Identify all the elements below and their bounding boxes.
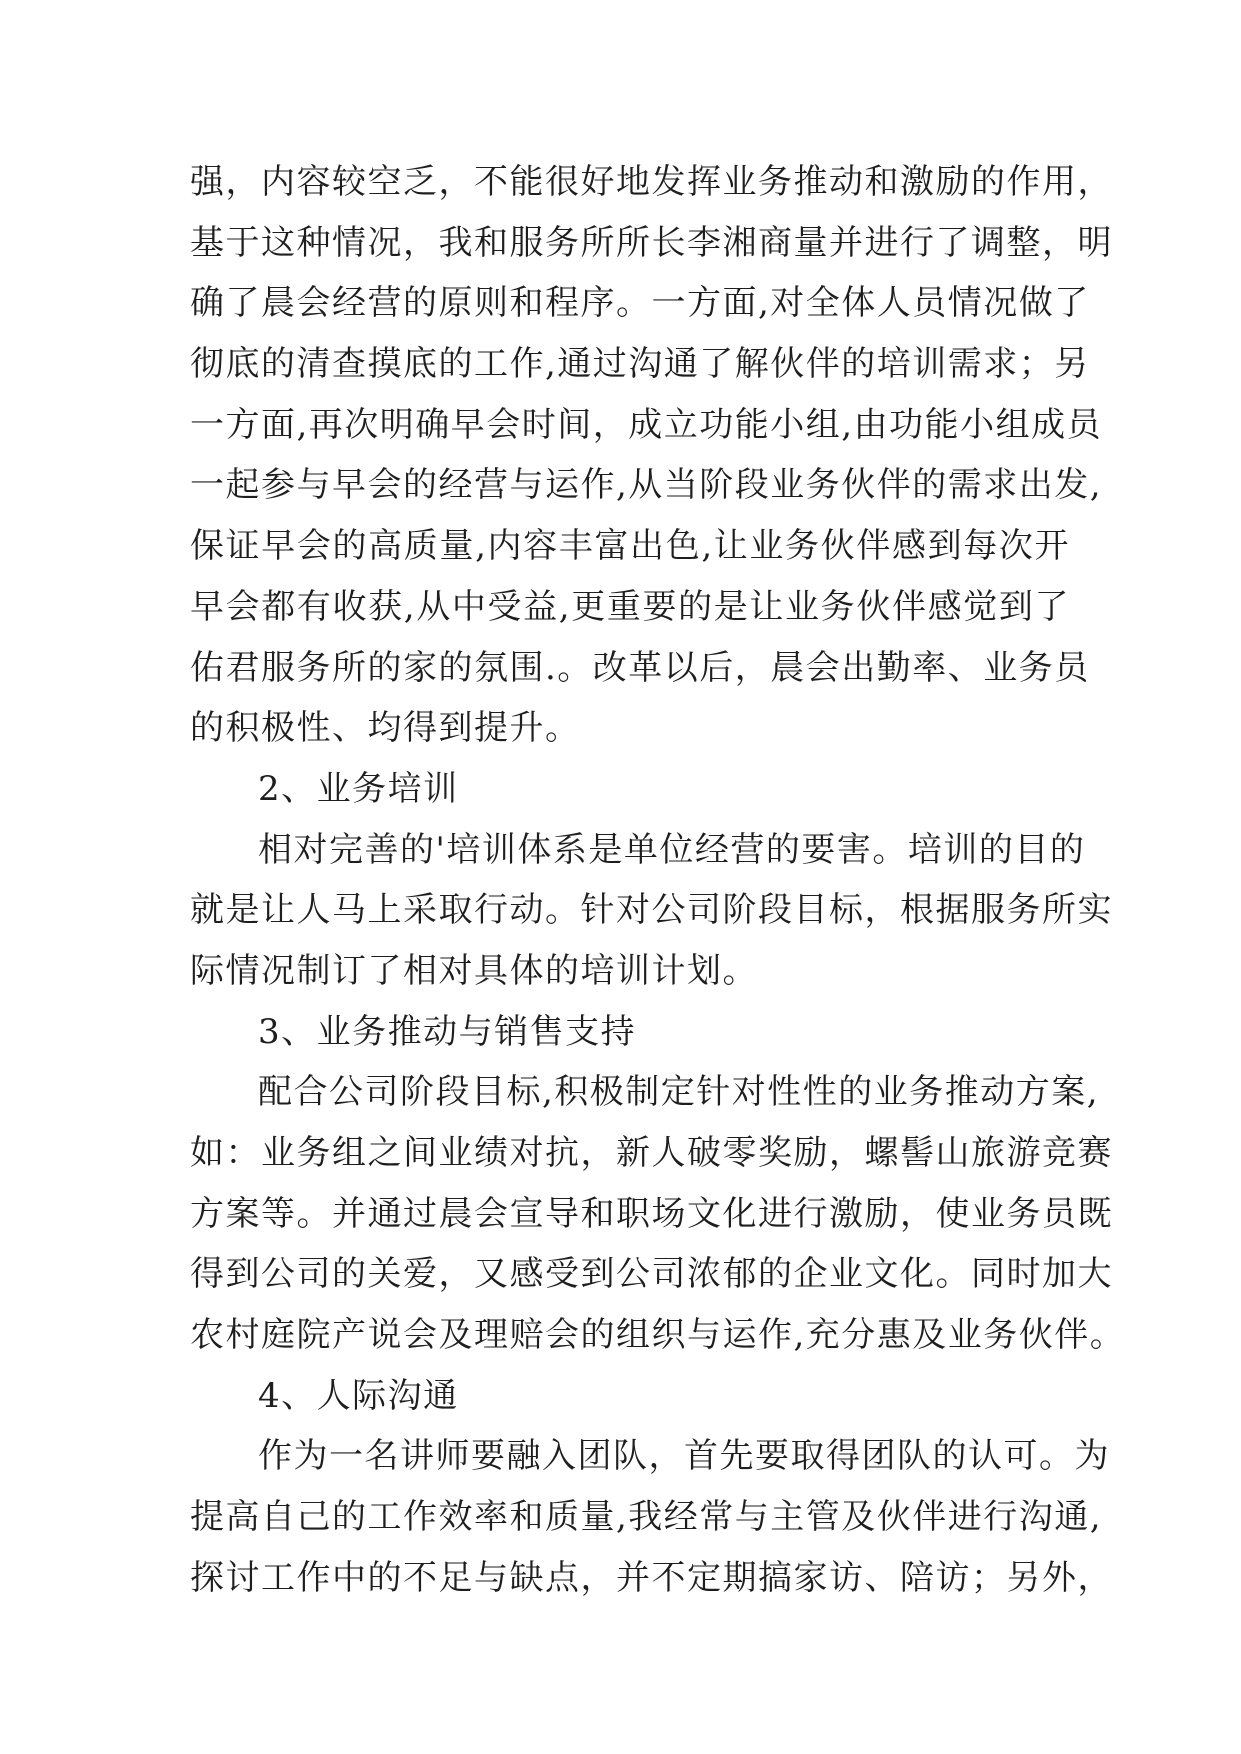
text-line: 彻底的清查摸底的工作,通过沟通了解伙伴的培训需求；另 xyxy=(190,344,1090,385)
text-line: 强，内容较空乏，不能很好地发挥业务推动和激励的作用， xyxy=(190,162,1113,202)
section-heading-communication: 4、人际沟通 xyxy=(258,1375,459,1416)
text-line: 方案等。并通过晨会宣导和职场文化进行激励，使业务员既 xyxy=(190,1193,1113,1234)
text-line: 确了晨会经营的原则和程序。一方面,对全体人员情况做了 xyxy=(190,283,1090,324)
text-line: 如：业务组之间业绩对抗，新人破零奖励，螺髻山旅游竞赛 xyxy=(190,1133,1113,1173)
section-heading-training: 2、业务培训 xyxy=(258,768,459,809)
text-line: 际情况制订了相对具体的培训计划。 xyxy=(190,950,758,991)
text-line: 基于这种情况，我和服务所所长李湘商量并进行了调整，明 xyxy=(190,222,1113,263)
text-line: 得到公司的关爱，又感受到公司浓郁的企业文化。同时加大 xyxy=(190,1254,1113,1295)
text-line: 佑君服务所的家的氛围.。改革以后，晨会出勤率、业务员 xyxy=(190,647,1090,688)
text-line: 提高自己的工作效率和质量,我经常与主管及伙伴进行沟通, xyxy=(190,1497,1103,1538)
text-line: 就是让人马上采取行动。针对公司阶段目标，根据服务所实 xyxy=(190,890,1113,931)
text-line: 保证早会的高质量,内容丰富出色,让业务伙伴感到每次开 xyxy=(190,526,1070,567)
text-line: 配合公司阶段目标,积极制定针对性性的业务推动方案, xyxy=(258,1072,1100,1113)
text-line: 的积极性、均得到提升。 xyxy=(190,708,581,749)
text-line: 相对完善的'培训体系是单位经营的要害。培训的目的 xyxy=(258,829,1086,870)
text-line: 探讨工作中的不足与缺点，并不定期搞家访、陪访；另外， xyxy=(190,1557,1113,1598)
text-line: 作为一名讲师要融入团队，首先要取得团队的认可。为 xyxy=(258,1436,1110,1477)
text-line: 一方面,再次明确早会时间，成立功能小组,由功能小组成员 xyxy=(190,404,1103,445)
body-text xyxy=(190,152,1126,1609)
text-line: 一起参与早会的经营与运作,从当阶段业务伙伴的需求出发, xyxy=(190,465,1103,506)
text-line: 早会都有收获,从中受益,更重要的是让业务伙伴感觉到了 xyxy=(190,586,1070,627)
section-heading-sales-support: 3、业务推动与销售支持 xyxy=(258,1011,637,1052)
text-line: 农村庭院产说会及理赔会的组织与运作,充分惠及业务伙伴。 xyxy=(190,1315,1126,1356)
